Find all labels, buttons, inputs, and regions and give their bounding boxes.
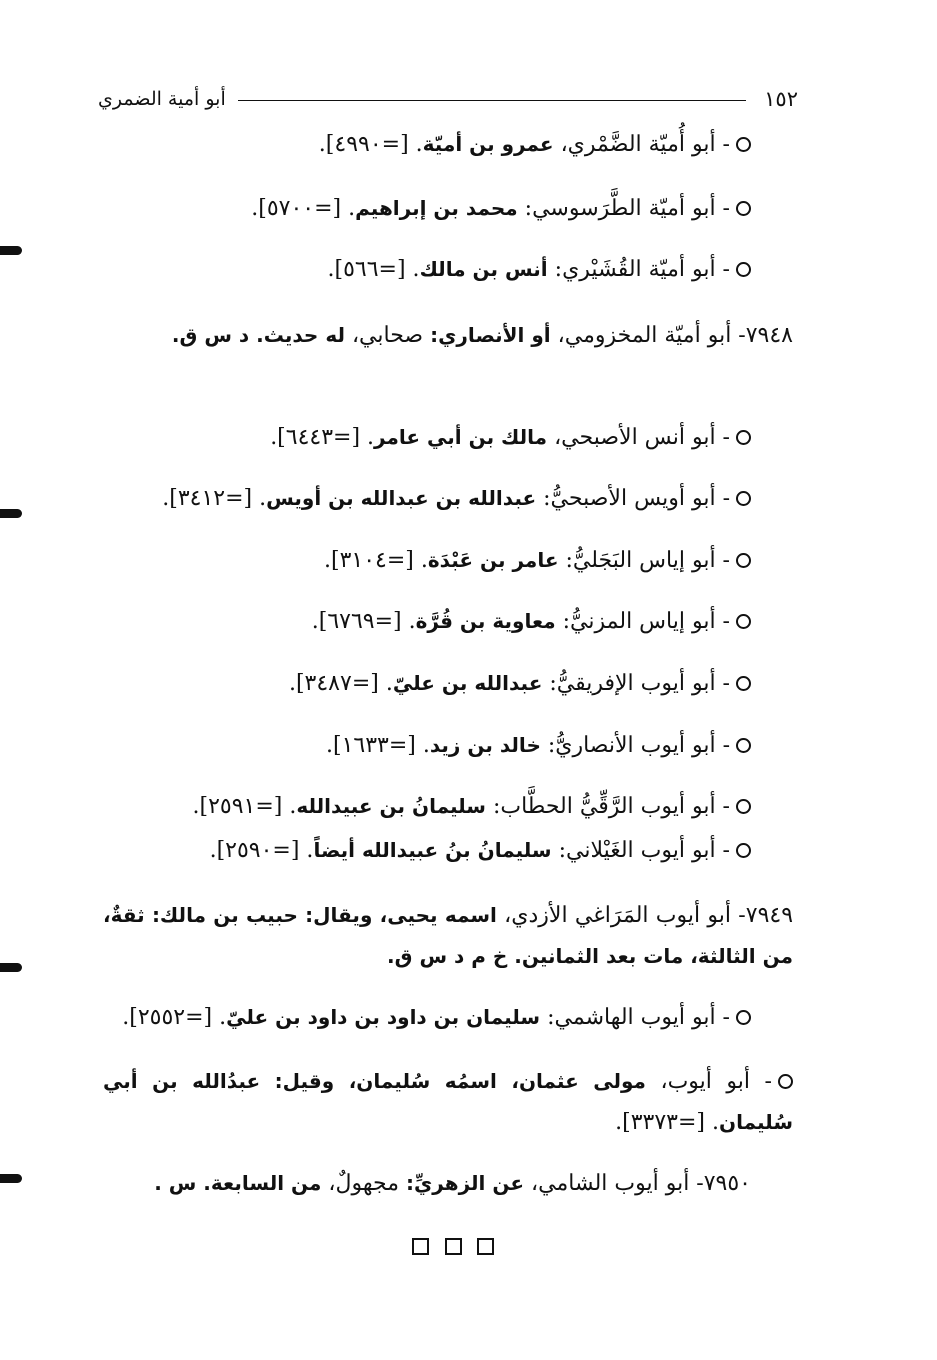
circle-bullet-icon: [736, 201, 751, 216]
circle-bullet-icon: [736, 843, 751, 858]
cross-reference-entry: - أبو أميّة القُشَيْري: أنس بن مالك. [=٥٦٦].: [328, 252, 751, 287]
cross-reference-entry: - أبو أنس الأصبحي، مالك بن أبي عامر. [=٦٤٤٣].: [270, 420, 751, 455]
scan-edge-mark: [0, 246, 22, 255]
circle-bullet-icon: [736, 676, 751, 691]
circle-bullet-icon: [736, 738, 751, 753]
scan-edge-mark: [0, 509, 22, 518]
numbered-entry-7949: ٧٩٤٩- أبو أيوب المَرَاغي الأزدي، اسمه يحيى، ويقال: حبيب بن مالك: ثقةٌ، من الثالثة، مات بعد الثمانين. خ م د س ق.: [103, 903, 794, 968]
cross-reference-entry: - أبو إياس المزنيُّ: معاوية بن قُرَّة. [=٦٧٦٩].: [312, 604, 751, 639]
circle-bullet-icon: [736, 1010, 751, 1025]
circle-bullet-icon: [736, 553, 751, 568]
circle-bullet-icon: [778, 1074, 793, 1089]
square-ornament-icon: [477, 1238, 494, 1255]
numbered-entry-7948: ٧٩٤٨- أبو أميّة المخزومي، أو الأنصاري: صحابي، له حديث. د س ق.: [171, 323, 793, 348]
cross-reference-entry: - أبو أميّة الطَّرَسوسي: محمد بن إبراهيم. [=٥٧٠٠].: [251, 191, 751, 226]
running-title: أبو أمية الضمري: [98, 88, 226, 110]
cross-reference-entry: - أبو أويس الأصبحيُّ: عبدالله بن عبدالله بن أويس. [=٣٤١٢].: [162, 481, 751, 516]
header-rule: [238, 100, 746, 101]
entry-number: ٧٩٤٨: [745, 323, 793, 348]
entry-number: ٧٩٤٩: [745, 903, 794, 928]
scan-edge-mark: [0, 963, 22, 972]
entry-number: ٧٩٥٠: [703, 1171, 751, 1196]
cross-reference-entry: - أبو إياس البَجَليُّ: عامر بن عَبْدَة. [=٣١٠٤].: [324, 543, 751, 578]
circle-bullet-icon: [736, 491, 751, 506]
square-ornament-icon: [412, 1238, 429, 1255]
cross-reference-entry: - أبو أيوب الأنصاريُّ: خالد بن زيد. [=١٦٣٣].: [326, 728, 751, 763]
cross-reference-entry: - أبو أيوب، مولى عثمان، اسمُه سُليمان، وقيل: عبدُالله بن أبي سُليمان. [=٣٣٧٣].: [103, 1069, 793, 1135]
circle-bullet-icon: [736, 137, 751, 152]
circle-bullet-icon: [736, 430, 751, 445]
scan-edge-mark: [0, 1174, 22, 1183]
circle-bullet-icon: [736, 614, 751, 629]
circle-bullet-icon: [736, 262, 751, 277]
cross-reference-entry: - أبو أيوب الهاشمي: سليمان بن داود بن داود بن عليّ. [=٢٥٥٢].: [122, 1000, 751, 1035]
page-header: [98, 84, 798, 114]
cross-reference-entry: - أبو أيوب الغَيْلاني: سليمانُ بنُ عبيدالله أيضاً. [=٢٥٩٠].: [210, 833, 751, 868]
page-number: ١٥٢: [764, 87, 798, 111]
numbered-entry-7950: ٧٩٥٠- أبو أيوب الشامي، عن الزهريِّ: مجهولٌ، من السابعة. س .: [154, 1171, 751, 1196]
cross-reference-entry: - أبو أُميّة الضَّمْري، عمرو بن أميّة. [=٤٩٩٠].: [319, 127, 751, 162]
section-end-ornament: [412, 1236, 494, 1256]
cross-reference-entry: - أبو أيوب الإفريقيُّ: عبدالله بن عليّ. [=٣٤٨٧].: [289, 666, 751, 701]
square-ornament-icon: [445, 1238, 462, 1255]
circle-bullet-icon: [736, 799, 751, 814]
cross-reference-entry: - أبو أيوب الرَّقِّيُّ الحطَّاب: سليمانُ بن عبيدالله. [=٢٥٩١].: [193, 789, 752, 824]
